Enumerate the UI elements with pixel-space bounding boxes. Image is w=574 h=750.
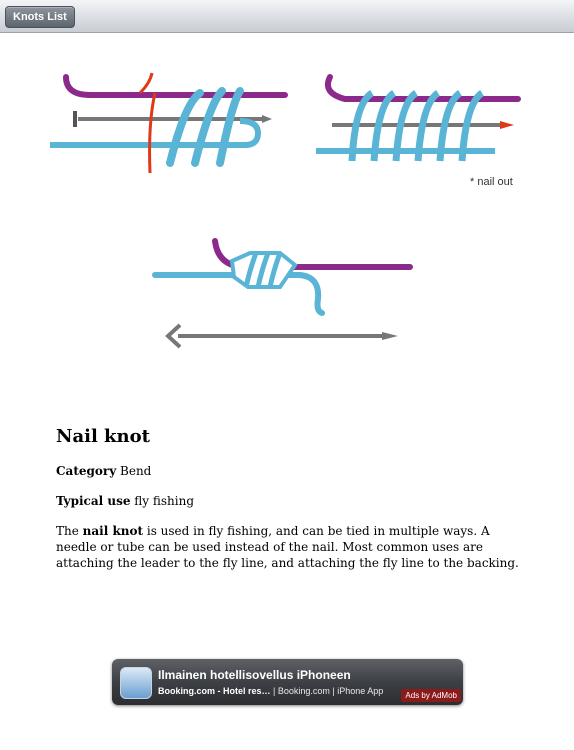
category-row [56, 463, 526, 479]
step-two-diagram [316, 77, 518, 188]
ad-details: | Booking.com | iPhone App [273, 686, 384, 696]
ad-banner[interactable] [112, 659, 463, 705]
description-text: is used in fly fishing, and can be tied in multiple ways. A needle or tube can be used instead of the nail. Most common uses are attaching the leader to the fly line, and attaching the fly line to the backing. [56, 524, 519, 570]
ad-subtitle [158, 686, 383, 696]
knot-description [56, 523, 526, 571]
ad-title: Ilmainen hotellisovellus iPhoneen [158, 668, 351, 682]
navigation-bar [0, 0, 574, 33]
nail-knot-illustration [0, 33, 574, 413]
finished-knot-diagram [155, 241, 410, 347]
description-bold: nail knot [82, 524, 144, 538]
description-prefix: The [56, 524, 83, 538]
admob-badge: Ads by AdMob [401, 689, 461, 702]
nail-out-note: * nail out [470, 176, 513, 188]
step-one-diagram [50, 73, 285, 173]
category-label: Category [56, 464, 117, 478]
knot-details [56, 420, 526, 585]
category-value: Bend [120, 464, 152, 478]
ad-app-icon [120, 667, 152, 699]
ad-source: Booking.com - Hotel res… [158, 686, 271, 696]
typical-use-label: Typical use [56, 494, 131, 508]
knots-list-back-button[interactable]: Knots List [5, 6, 75, 28]
typical-use-value: fly fishing [134, 494, 195, 508]
knot-title: Nail knot [56, 426, 150, 447]
typical-use-row [56, 493, 526, 509]
